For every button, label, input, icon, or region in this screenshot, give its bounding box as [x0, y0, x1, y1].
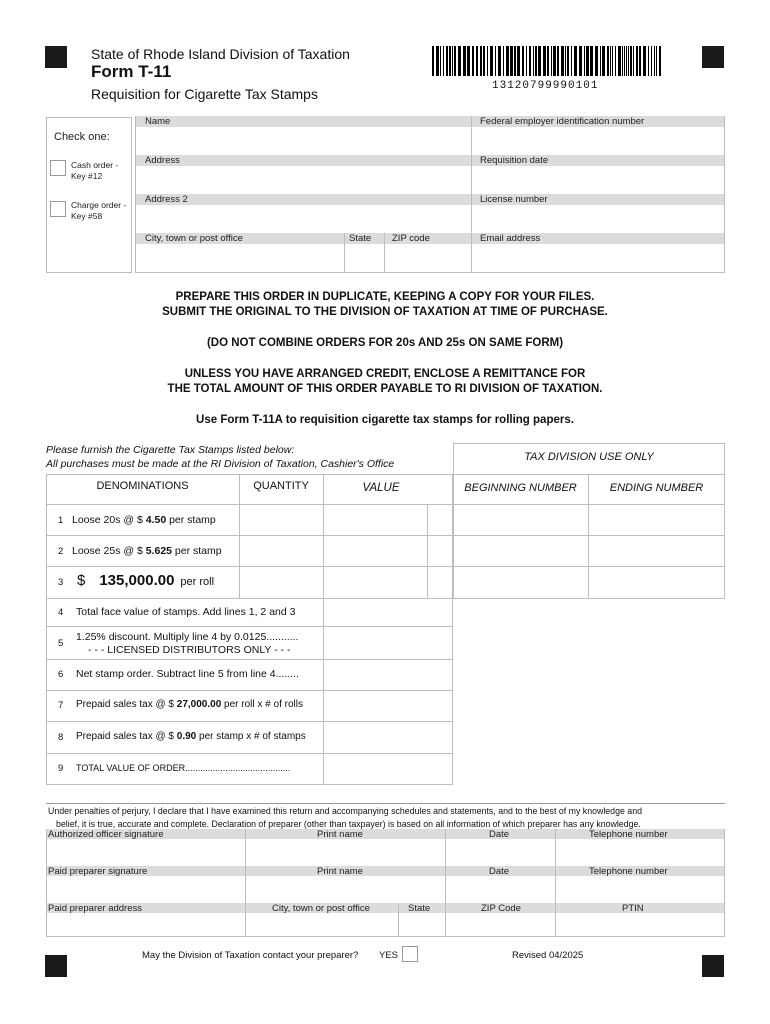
registration-mark-bottom-right [702, 955, 724, 977]
state-label: State [349, 233, 372, 244]
row-3-quantity-input[interactable] [240, 567, 322, 597]
cash-order-label: Cash order - [71, 160, 119, 170]
zip-label: ZIP code [392, 233, 430, 244]
row-3-description: $ 135,000.00 per roll [77, 572, 215, 589]
table-intro-1: Please furnish the Cigarette Tax Stamps listed below: [46, 444, 295, 456]
instruction-line-2: SUBMIT THE ORIGINAL TO THE DIVISION OF TAXATION AT TIME OF PURCHASE. [162, 306, 608, 318]
ptin-input[interactable] [556, 913, 724, 936]
row-8-number: 8 [58, 732, 64, 743]
row-3-beginning-input[interactable] [454, 567, 587, 597]
row-9-description: TOTAL VALUE OF ORDER.......................................... [76, 763, 291, 773]
row-5-description: 1.25% discount. Multiply line 4 by 0.0125........... [76, 631, 299, 643]
instruction-line-5: THE TOTAL AMOUNT OF THIS ORDER PAYABLE TO RI DIVISION OF TAXATION. [167, 383, 603, 395]
address-input[interactable] [136, 166, 470, 194]
email-label: Email address [480, 233, 541, 244]
cash-order-checkbox[interactable] [50, 160, 66, 176]
row-6-description: Net stamp order. Subtract line 5 from line 4........ [76, 668, 299, 680]
name-input[interactable] [136, 127, 470, 155]
charge-order-label: Charge order - [71, 200, 127, 210]
name-label: Name [145, 116, 171, 127]
row-1-ending-input[interactable] [589, 505, 724, 534]
row-9-number: 9 [58, 763, 64, 774]
row-3-ending-input[interactable] [589, 567, 724, 597]
preparer-date-input[interactable] [446, 876, 554, 902]
declaration-line-2: belief, it is true, accurate and complete. Declaration of preparer (other than taxpayer) is based on all information of which preparer has any knowledge. [56, 819, 641, 829]
registration-mark-bottom-left [45, 955, 67, 977]
preparer-zip-label: ZIP Code [481, 903, 521, 914]
row-8-value-input[interactable] [324, 722, 452, 752]
officer-print-name-label: Print name [317, 829, 363, 840]
preparer-telephone-label: Telephone number [589, 866, 668, 877]
registration-mark-top-right [702, 46, 724, 68]
charge-order-key: Key #58 [71, 211, 103, 221]
row-5-note: - - - LICENSED DISTRIBUTORS ONLY - - - [88, 644, 291, 656]
charge-order-checkbox[interactable] [50, 201, 66, 217]
preparer-print-name-input[interactable] [246, 876, 444, 902]
row-4-description: Total face value of stamps. Add lines 1, 2 and 3 [76, 606, 296, 618]
row-1-quantity-input[interactable] [240, 505, 322, 534]
col-value: VALUE [362, 482, 400, 494]
instruction-line-4: UNLESS YOU HAVE ARRANGED CREDIT, ENCLOSE A REMITTANCE FOR [184, 368, 586, 380]
contact-question: May the Division of Taxation contact your preparer? [142, 950, 359, 961]
row-2-value-input[interactable] [324, 536, 426, 565]
table-intro-2: All purchases must be made at the RI Division of Taxation, Cashier's Office [46, 458, 395, 470]
row-1-number: 1 [58, 515, 64, 526]
state-input[interactable] [345, 244, 383, 272]
address2-label: Address 2 [145, 194, 188, 205]
row-6-value-input[interactable] [324, 660, 452, 689]
row-4-number: 4 [58, 607, 64, 618]
instruction-line-6: Use Form T-11A to requisition cigarette tax stamps for rolling papers. [196, 414, 574, 426]
officer-print-name-input[interactable] [246, 839, 444, 865]
preparer-city-input[interactable] [246, 913, 397, 936]
form-subtitle: Requisition for Cigarette Tax Stamps [91, 86, 318, 102]
tax-division-label: TAX DIVISION USE ONLY [524, 451, 654, 463]
row-7-description: Prepaid sales tax @ $ 27,000.00 per roll x # of rolls [76, 699, 303, 710]
instruction-line-3: (DO NOT COMBINE ORDERS FOR 20s AND 25s ON SAME FORM) [206, 337, 564, 349]
row-7-value-input[interactable] [324, 691, 452, 720]
preparer-state-input[interactable] [399, 913, 444, 936]
requisition-date-label: Requisition date [480, 155, 549, 166]
preparer-zip-input[interactable] [446, 913, 554, 936]
barcode [432, 46, 662, 76]
email-input[interactable] [472, 244, 724, 272]
officer-date-label: Date [489, 829, 510, 840]
ptin-label: PTIN [622, 903, 644, 914]
zip-input[interactable] [385, 244, 470, 272]
row-2-number: 2 [58, 546, 64, 557]
cash-order-key: Key #12 [71, 171, 103, 181]
row-8-description: Prepaid sales tax @ $ 0.90 per stamp x # of stamps [76, 731, 306, 742]
col-quantity: QUANTITY [253, 480, 309, 492]
col-ending-number: ENDING NUMBER [609, 482, 704, 494]
fein-label: Federal employer identification number [480, 116, 645, 127]
preparer-signature-input[interactable] [47, 876, 244, 902]
row-2-quantity-input[interactable] [240, 536, 322, 565]
preparer-address-input[interactable] [47, 913, 244, 936]
requisition-date-input[interactable] [472, 166, 724, 194]
row-5-value-input[interactable] [324, 627, 452, 658]
yes-label: YES [379, 950, 399, 961]
preparer-telephone-input[interactable] [556, 876, 724, 902]
row-4-value-input[interactable] [324, 599, 452, 625]
row-7-number: 7 [58, 700, 64, 711]
row-5-number: 5 [58, 638, 64, 649]
fein-input[interactable] [472, 127, 724, 155]
contact-preparer-yes-checkbox[interactable] [402, 946, 418, 962]
preparer-city-label: City, town or post office [272, 903, 370, 914]
officer-signature-input[interactable] [47, 839, 244, 865]
preparer-signature-label: Paid preparer signature [48, 866, 148, 877]
preparer-print-name-label: Print name [317, 866, 363, 877]
row-2-description: Loose 25s @ $ 5.625 per stamp [72, 545, 222, 557]
row-1-description: Loose 20s @ $ 4.50 per stamp [72, 514, 216, 526]
row-3-value-input[interactable] [324, 567, 426, 597]
row-1-beginning-input[interactable] [454, 505, 587, 534]
officer-telephone-input[interactable] [556, 839, 724, 865]
row-6-number: 6 [58, 669, 64, 680]
address-label: Address [145, 155, 180, 166]
revision-date: Revised 04/2025 [512, 950, 584, 961]
row-3-number: 3 [58, 577, 64, 588]
declaration-line-1: Under penalties of perjury, I declare that I have examined this return and accompanying schedules and statements, and to the best of my knowledge and [48, 806, 642, 816]
preparer-address-label: Paid preparer address [48, 903, 142, 914]
officer-telephone-label: Telephone number [589, 829, 668, 840]
row-2-beginning-input[interactable] [454, 536, 587, 565]
row-9-value-input[interactable] [324, 754, 452, 784]
license-number-input[interactable] [472, 205, 724, 233]
officer-signature-label: Authorized officer signature [48, 829, 164, 840]
col-denominations: DENOMINATIONS [96, 480, 189, 492]
agency-name: State of Rhode Island Division of Taxation [91, 46, 350, 62]
row-1-value-input[interactable] [324, 505, 426, 534]
form-number: Form T-11 [91, 62, 172, 81]
city-input[interactable] [136, 244, 343, 272]
instruction-line-1: PREPARE THIS ORDER IN DUPLICATE, KEEPING A COPY FOR YOUR FILES. [175, 291, 595, 303]
preparer-date-label: Date [489, 866, 510, 877]
col-beginning-number: BEGINNING NUMBER [464, 482, 577, 494]
registration-mark-top-left [45, 46, 67, 68]
check-one-title: Check one: [54, 131, 110, 143]
license-number-label: License number [480, 194, 548, 205]
city-label: City, town or post office [145, 233, 243, 244]
preparer-state-label: State [408, 903, 431, 914]
address2-input[interactable] [136, 205, 470, 233]
officer-date-input[interactable] [446, 839, 554, 865]
barcode-number: 13120799990101 [492, 80, 599, 92]
row-2-ending-input[interactable] [589, 536, 724, 565]
